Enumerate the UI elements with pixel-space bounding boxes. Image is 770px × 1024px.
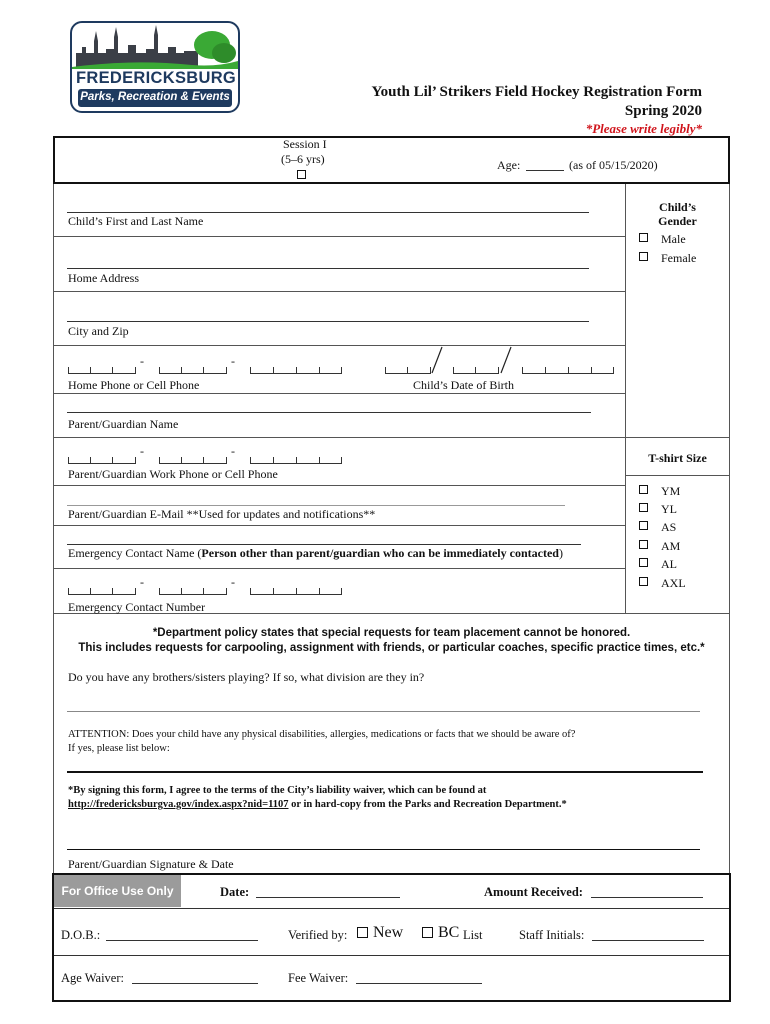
- emergency-name-prefix: Emergency Contact Name (: [68, 546, 202, 560]
- tshirt-axl-checkbox[interactable]: [639, 577, 648, 586]
- row-divider: [53, 525, 625, 526]
- parent-email-input-line[interactable]: [67, 505, 565, 506]
- row-divider: [53, 291, 625, 292]
- session-name: Session I: [283, 137, 327, 151]
- skyline-icon: [72, 23, 238, 69]
- siblings-input-line[interactable]: [67, 711, 700, 712]
- waiver-line-2-rest: or in hard-copy from the Parks and Recreation Department.*: [288, 799, 567, 810]
- parent-phone-line[interactable]: [250, 453, 342, 464]
- tshirt-am-label: AM: [661, 539, 681, 553]
- row-divider: [53, 236, 625, 237]
- row-divider: [53, 485, 625, 486]
- write-legibly-note: *Please write legibly*: [585, 121, 702, 136]
- office-amount-input[interactable]: [591, 897, 703, 898]
- gender-female-checkbox[interactable]: [639, 252, 648, 261]
- signature-input-line[interactable]: [67, 849, 700, 850]
- office-dob-label: D.O.B.:: [61, 928, 101, 942]
- attention-line-1: ATTENTION: Does your child have any physical disabilities, allergies, medications or facts that we should be aware of?: [68, 729, 576, 740]
- gender-title-2: Gender: [658, 214, 697, 228]
- parent-email-label: Parent/Guardian E-Mail **Used for updates and notifications**: [68, 507, 376, 521]
- attention-line-2: If yes, please list below:: [68, 743, 170, 754]
- waiver-line-2: [68, 799, 567, 810]
- office-use-badge-text: For Office Use Only: [61, 884, 174, 898]
- office-dob-input[interactable]: [106, 940, 258, 941]
- age-note: (as of 05/15/2020): [569, 158, 658, 172]
- dash: -: [140, 575, 144, 589]
- home-phone-line[interactable]: [250, 363, 342, 374]
- waiver-line-1: *By signing this form, I agree to the terms of the City’s liability waiver, which can be found at: [68, 785, 487, 796]
- tshirt-al-label: AL: [661, 557, 677, 571]
- medical-info-input-line[interactable]: [67, 771, 703, 773]
- tshirt-axl-label: AXL: [661, 576, 686, 590]
- dob-day[interactable]: [453, 363, 499, 374]
- row-divider: [53, 345, 625, 346]
- dash: -: [231, 354, 235, 368]
- home-phone-label: Home Phone or Cell Phone: [68, 378, 200, 392]
- tshirt-divider: [625, 475, 730, 476]
- emergency-phone-line[interactable]: [250, 584, 342, 595]
- parent-name-input-line[interactable]: [67, 412, 591, 413]
- row-divider: [53, 393, 625, 394]
- waiver-url-link[interactable]: http://fredericksburgva.gov/index.aspx?nid=1107: [68, 799, 289, 810]
- tshirt-yl-checkbox[interactable]: [639, 503, 648, 512]
- tshirt-as-label: AS: [661, 520, 677, 534]
- age-label: Age:: [497, 158, 521, 172]
- dash: -: [231, 444, 235, 458]
- office-amount-label: Amount Received:: [484, 885, 583, 899]
- form-season: Spring 2020: [624, 103, 702, 119]
- tshirt-ym-checkbox[interactable]: [639, 485, 648, 494]
- office-row-divider: [54, 955, 729, 956]
- tshirt-am-checkbox[interactable]: [639, 540, 648, 549]
- office-age-waiver-input[interactable]: [132, 983, 258, 984]
- tshirt-title: T-shirt Size: [648, 451, 707, 465]
- emergency-phone-area-code[interactable]: [68, 584, 136, 595]
- dash: -: [231, 575, 235, 589]
- dob-month[interactable]: [385, 363, 431, 374]
- office-date-input[interactable]: [256, 897, 400, 898]
- gender-title-1: Child’s: [659, 200, 696, 214]
- row-divider: [53, 437, 730, 438]
- home-address-input-line[interactable]: [67, 268, 589, 269]
- office-verified-label: Verified by:: [288, 928, 348, 942]
- emergency-name-bold: Person other than parent/guardian who can be immediately contacted: [201, 546, 559, 560]
- dob-label: Child’s Date of Birth: [413, 378, 514, 392]
- office-fee-waiver-input[interactable]: [356, 983, 482, 984]
- dob-year[interactable]: [522, 363, 614, 374]
- dob-slash-icon: [500, 346, 512, 374]
- parent-phone-area-code[interactable]: [68, 453, 136, 464]
- office-row-divider: [54, 908, 729, 909]
- office-fee-waiver-label: Fee Waiver:: [288, 971, 349, 985]
- office-staff-label: Staff Initials:: [519, 928, 585, 942]
- emergency-name-label: [68, 546, 563, 561]
- age-blank[interactable]: [526, 170, 564, 171]
- child-name-label: Child’s First and Last Name: [68, 214, 204, 228]
- emergency-name-input-line[interactable]: [67, 544, 581, 545]
- office-age-waiver-label: Age Waiver:: [61, 971, 124, 985]
- policy-line-2: This includes requests for carpooling, assignment with friends, or particular coaches, specific practice times, etc.*: [78, 642, 705, 654]
- home-phone-area-code[interactable]: [68, 363, 136, 374]
- logo-city-name: FREDERICKSBURG: [76, 69, 237, 87]
- office-staff-input[interactable]: [592, 940, 704, 941]
- dob-slash-icon: [431, 346, 443, 374]
- tshirt-al-checkbox[interactable]: [639, 558, 648, 567]
- office-date-label: Date:: [220, 885, 250, 899]
- signature-label: Parent/Guardian Signature & Date: [68, 857, 234, 871]
- gender-female-label: Female: [661, 251, 697, 265]
- form-title: Youth Lil’ Strikers Field Hockey Registration Form: [371, 84, 702, 100]
- office-use-badge: [54, 875, 181, 907]
- verified-new-checkbox[interactable]: [357, 927, 368, 938]
- dash: -: [140, 444, 144, 458]
- policy-line-1: *Department policy states that special requests for team placement cannot be honored.: [152, 627, 631, 639]
- verified-new-label: New: [373, 924, 404, 941]
- verified-bc-checkbox[interactable]: [422, 927, 433, 938]
- session-ages: (5–6 yrs): [281, 152, 325, 166]
- gender-male-checkbox[interactable]: [639, 233, 648, 242]
- row-divider: [53, 568, 625, 569]
- gender-male-label: Male: [661, 232, 686, 246]
- tshirt-ym-label: YM: [661, 484, 681, 498]
- verified-bc-label: BC: [438, 924, 460, 941]
- city-zip-input-line[interactable]: [67, 321, 589, 322]
- home-phone-prefix[interactable]: [159, 363, 227, 374]
- home-address-label: Home Address: [68, 271, 139, 285]
- session-checkbox[interactable]: [297, 170, 306, 179]
- parent-name-label: Parent/Guardian Name: [68, 417, 179, 431]
- dash: -: [140, 354, 144, 368]
- gender-column-divider: [625, 184, 626, 614]
- parent-phone-prefix[interactable]: [159, 453, 227, 464]
- city-logo: [70, 21, 240, 113]
- tshirt-yl-label: YL: [661, 502, 677, 516]
- tshirt-as-checkbox[interactable]: [639, 521, 648, 530]
- city-zip-label: City and Zip: [68, 324, 129, 338]
- emergency-phone-prefix[interactable]: [159, 584, 227, 595]
- siblings-question: Do you have any brothers/sisters playing? If so, what division are they in?: [68, 670, 425, 684]
- child-name-input-line[interactable]: [67, 212, 589, 213]
- parent-phone-label: Parent/Guardian Work Phone or Cell Phone: [68, 467, 278, 481]
- verified-list-label: List: [463, 928, 483, 942]
- logo-subtitle: Parks, Recreation & Events: [80, 91, 230, 103]
- emergency-name-suffix: ): [558, 546, 563, 560]
- emergency-number-label: Emergency Contact Number: [68, 600, 206, 614]
